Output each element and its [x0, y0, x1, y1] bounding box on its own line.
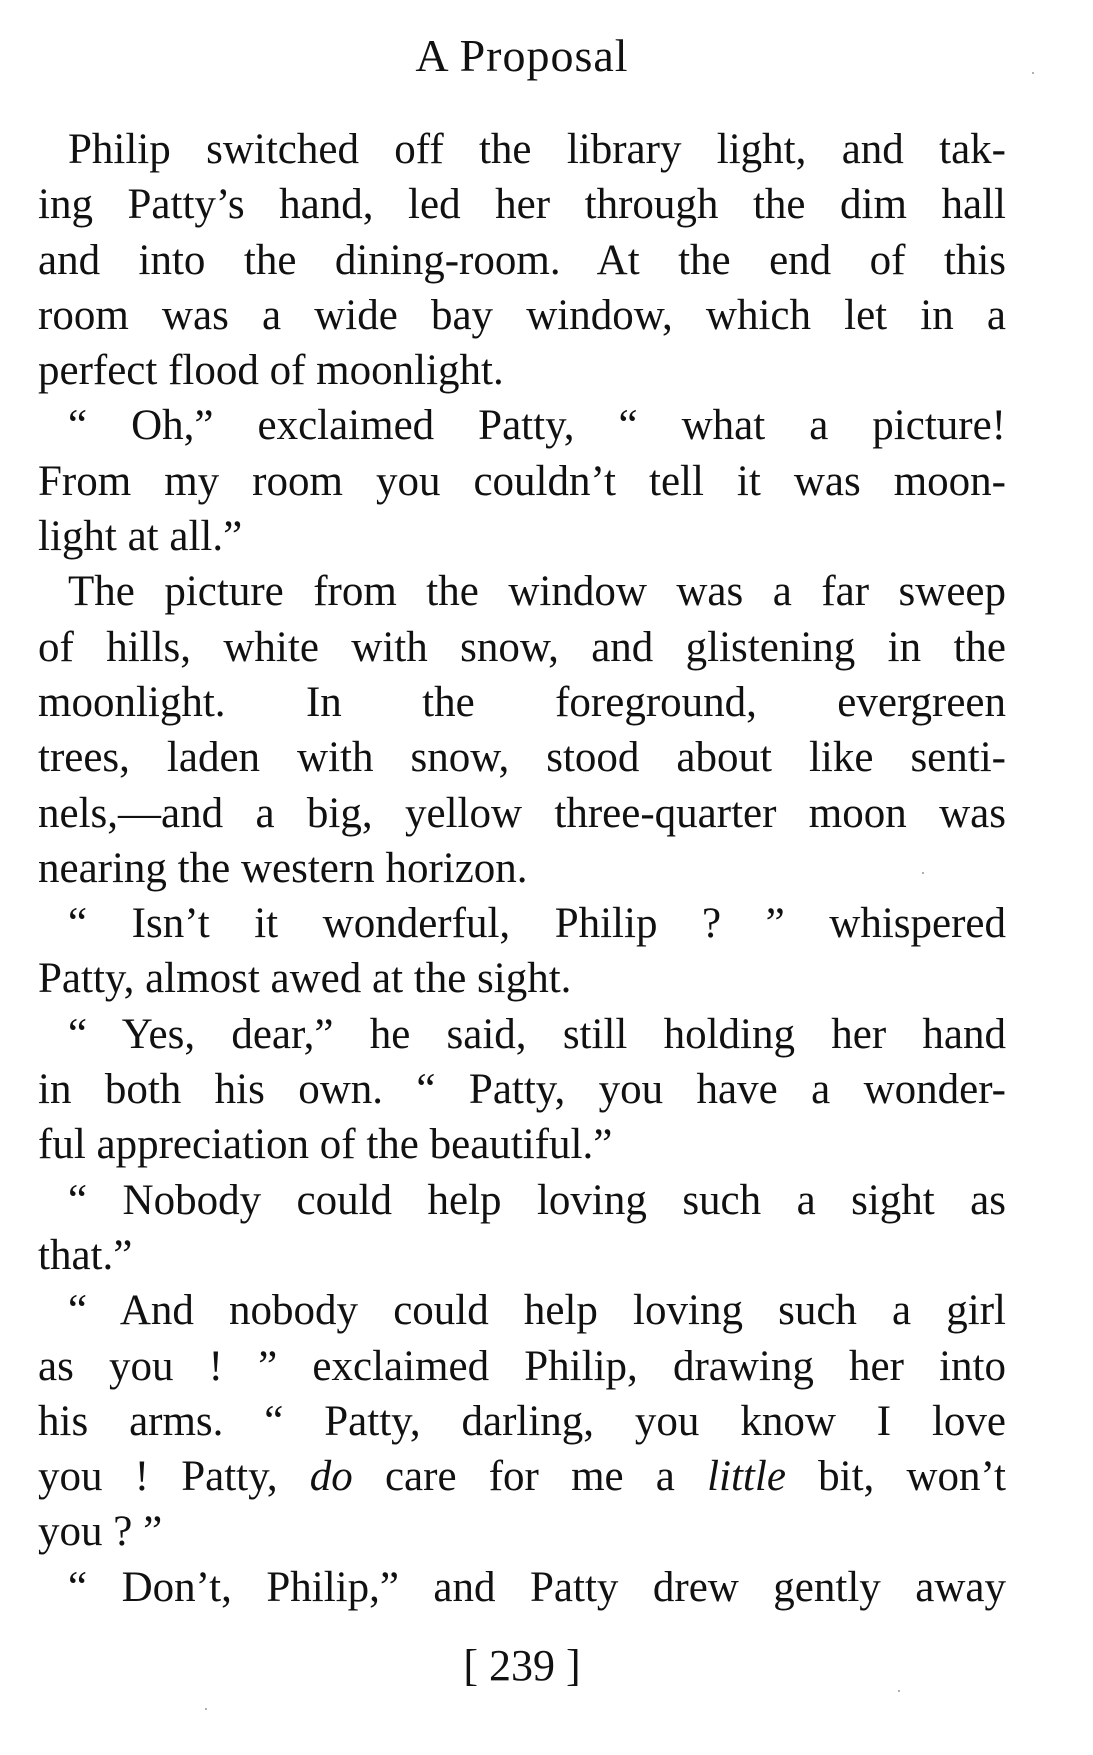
italic-text: little — [707, 1453, 786, 1501]
scan-speck — [922, 872, 924, 874]
text-line: that.” — [38, 1231, 133, 1279]
text-line: perfect flood of moonlight. — [38, 347, 504, 395]
text-line: “ Don’t, Philip,” and Patty drew gently away — [68, 1563, 1006, 1611]
text-line-rich — [38, 1449, 1006, 1504]
italic-text: do — [309, 1453, 353, 1501]
text-run: bit, won’t — [785, 1453, 1007, 1501]
text-line: The picture from the window was a far sweep — [68, 568, 1006, 616]
text-line: and into the dining-room. At the end of this — [38, 236, 1006, 284]
text-line: ful appreciation of the beautiful.” — [38, 1121, 613, 1169]
text-line: ing Patty’s hand, led her through the dim hall — [38, 181, 1006, 229]
paragraph — [38, 564, 1006, 896]
text-line: of hills, white with snow, and glistening in the — [38, 623, 1006, 671]
paragraph — [38, 1283, 1006, 1559]
book-page — [38, 0, 1006, 1755]
text-line: in both his own. “ Patty, you have a wonder- — [38, 1066, 1006, 1114]
text-line: room was a wide bay window, which let in a — [38, 291, 1006, 339]
text-line: nels,—and a big, yellow three-quarter moon was — [38, 789, 1006, 837]
paragraph — [38, 398, 1006, 564]
paragraph — [38, 122, 1006, 398]
scan-speck — [1032, 72, 1034, 74]
text-line: moonlight. In the foreground, evergreen — [38, 678, 1006, 726]
running-head: A Proposal — [415, 30, 629, 81]
text-line: “ Nobody could help loving such a sight as — [68, 1176, 1006, 1224]
body-text — [38, 122, 1006, 1615]
text-line: “ Oh,” exclaimed Patty, “ what a picture! — [68, 402, 1006, 450]
text-run: you ! Patty, — [38, 1453, 310, 1501]
text-line: “ And nobody could help loving such a girl — [68, 1287, 1006, 1335]
paragraph — [38, 1007, 1006, 1173]
text-line: nearing the western horizon. — [38, 844, 528, 892]
paragraph — [38, 896, 1006, 1007]
page-number: [ 239 ] — [463, 1641, 581, 1690]
text-line: From my room you couldn’t tell it was moon- — [38, 457, 1006, 505]
scan-speck — [898, 1690, 900, 1692]
text-line: light at all.” — [38, 513, 243, 561]
paragraph — [38, 1560, 1006, 1615]
text-line: “ Yes, dear,” he said, still holding her hand — [68, 1010, 1006, 1058]
text-line: Philip switched off the library light, and tak- — [68, 126, 1006, 173]
text-line: his arms. “ Patty, darling, you know I love — [38, 1397, 1006, 1445]
text-line: you ? ” — [38, 1508, 163, 1556]
scan-speck — [205, 1708, 207, 1710]
text-line: as you ! ” exclaimed Philip, drawing her into — [38, 1342, 1006, 1390]
text-line: trees, laden with snow, stood about like senti- — [38, 734, 1006, 782]
text-line: “ Isn’t it wonderful, Philip ? ” whispered — [68, 900, 1006, 948]
text-line: Patty, almost awed at the sight. — [38, 955, 572, 1003]
text-run: care for me a — [352, 1453, 708, 1501]
paragraph — [38, 1173, 1006, 1284]
